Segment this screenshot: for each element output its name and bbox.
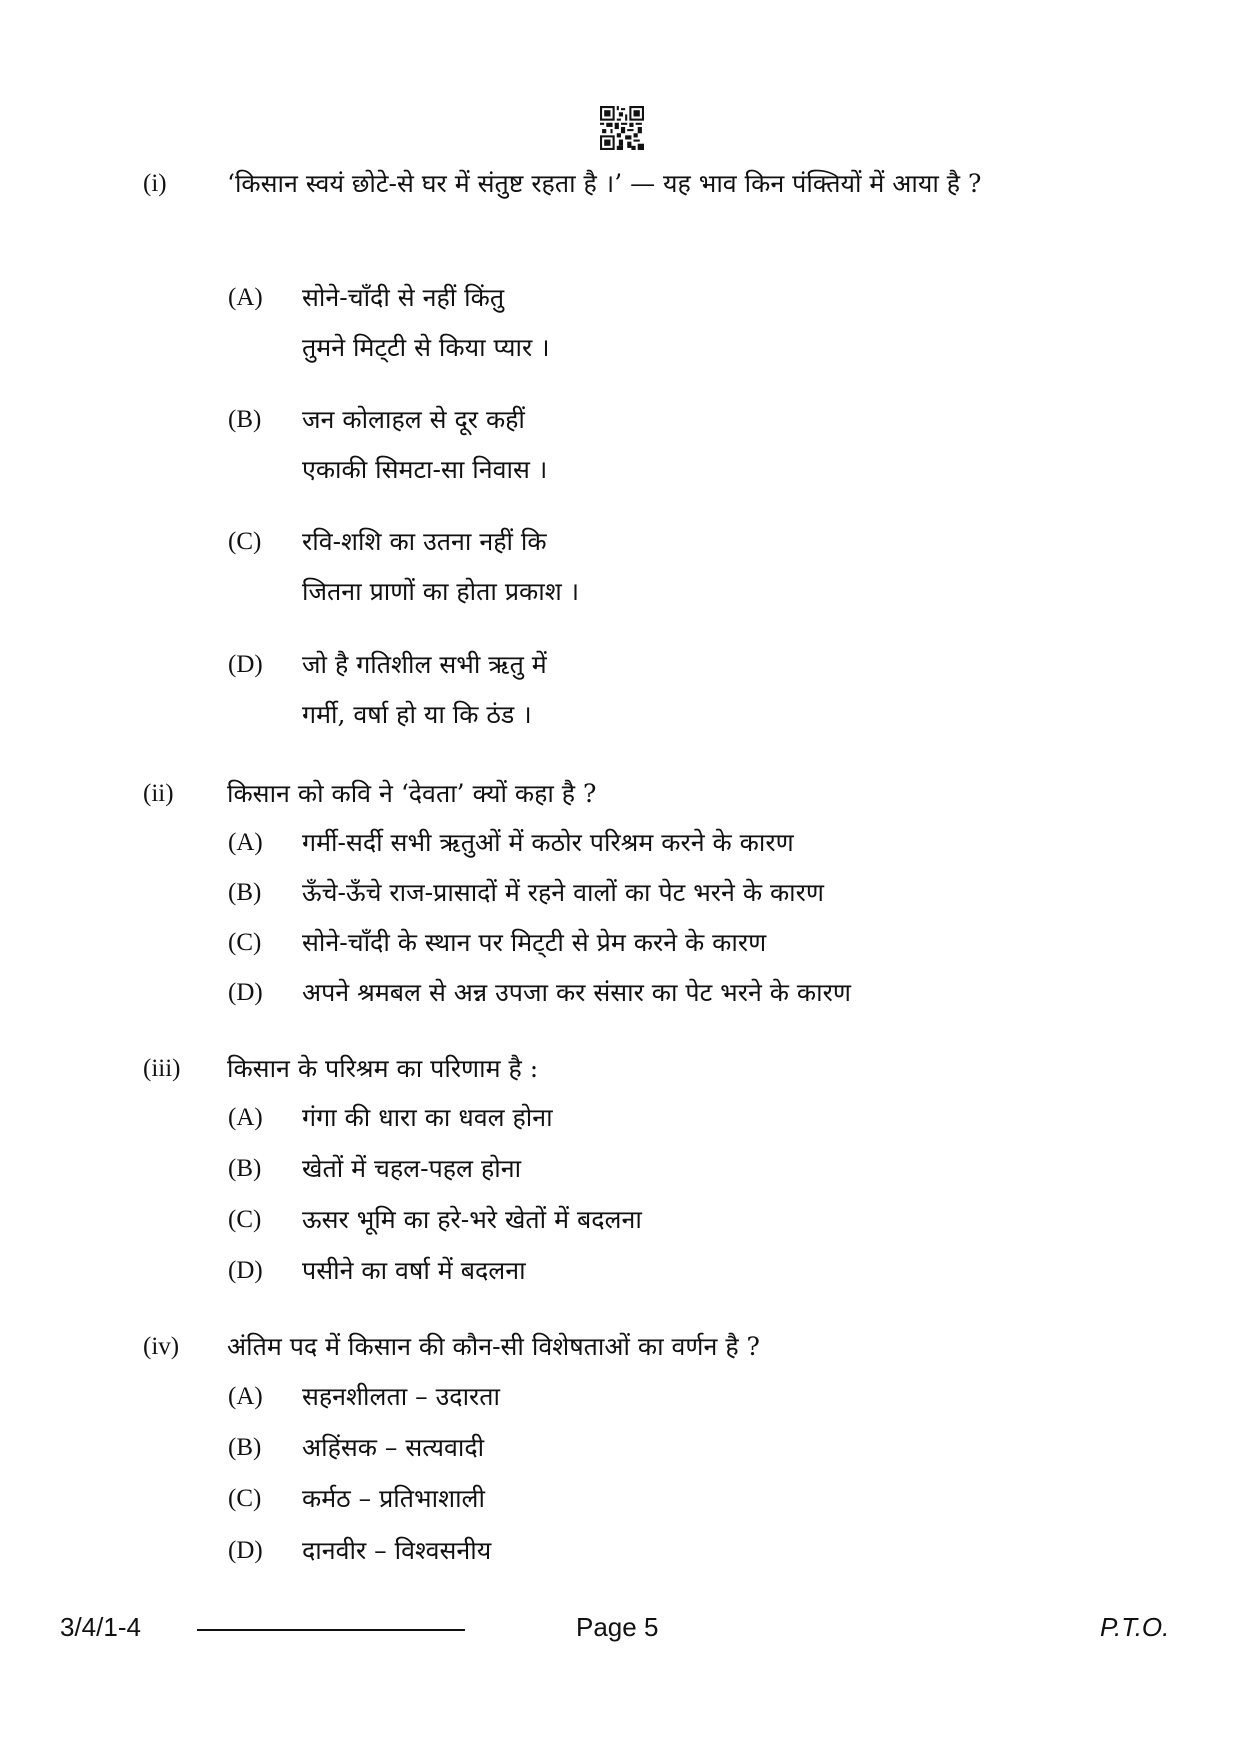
option-line-1: जन कोलाहल से दूर कहीं bbox=[302, 405, 525, 434]
question-number: (iii) bbox=[143, 1055, 181, 1082]
option-text: ऊँचे-ऊँचे राज-प्रासादों में रहने वालों का पेट भरने के कारण bbox=[302, 878, 824, 907]
option-label: (B) bbox=[228, 406, 262, 433]
option-label: (B) bbox=[228, 1155, 262, 1182]
question-text: ‘किसान स्वयं छोटे-से घर में संतुष्ट रहता है ।’ — यह भाव किन पंक्तियों में आया है ? bbox=[227, 169, 982, 198]
option-label: (D) bbox=[228, 1537, 263, 1564]
option-label: (D) bbox=[228, 1257, 263, 1284]
pto-label: P.T.O. bbox=[1100, 1612, 1170, 1642]
question-number: (i) bbox=[143, 170, 167, 197]
page-footer bbox=[0, 1612, 1241, 1652]
option-label: (A) bbox=[228, 1104, 263, 1131]
option-label: (C) bbox=[228, 1485, 262, 1512]
option-text: सहनशीलता – उदारता bbox=[302, 1382, 500, 1411]
option-label: (C) bbox=[228, 929, 262, 956]
option-line-1: सोने-चाँदी से नहीं किंतु bbox=[302, 283, 505, 312]
qr-code-icon bbox=[600, 106, 644, 150]
option-line-1: जो है गतिशील सभी ऋतु में bbox=[302, 650, 547, 679]
paper-code: 3/4/1-4 bbox=[60, 1612, 141, 1642]
option-text: अपने श्रमबल से अन्न उपजा कर संसार का पेट भरने के कारण bbox=[302, 978, 851, 1007]
option-text: गर्मी-सर्दी सभी ऋतुओं में कठोर परिश्रम करने के कारण bbox=[302, 828, 794, 857]
page-number: Page 5 bbox=[576, 1612, 659, 1642]
option-line-1: रवि-शशि का उतना नहीं कि bbox=[302, 527, 547, 556]
option-text: दानवीर – विश्वसनीय bbox=[302, 1536, 492, 1565]
option-label: (B) bbox=[228, 1434, 262, 1461]
option-label: (D) bbox=[228, 979, 263, 1006]
option-label: (A) bbox=[228, 284, 263, 311]
option-line-2: एकाकी सिमटा-सा निवास । bbox=[302, 455, 548, 484]
option-label: (A) bbox=[228, 829, 263, 856]
question-text: किसान को कवि ने ‘देवता’ क्यों कहा है ? bbox=[227, 779, 597, 808]
question-text: किसान के परिश्रम का परिणाम है : bbox=[227, 1054, 539, 1083]
option-line-2: तुमने मिट्‌टी से किया प्यार । bbox=[302, 333, 550, 362]
option-label: (D) bbox=[228, 651, 263, 678]
option-text: पसीने का वर्षा में बदलना bbox=[302, 1256, 526, 1285]
option-label: (C) bbox=[228, 1206, 262, 1233]
option-line-2: गर्मी, वर्षा हो या कि ठंड । bbox=[302, 700, 532, 729]
option-label: (C) bbox=[228, 528, 262, 555]
option-label: (A) bbox=[228, 1383, 263, 1410]
footer-rule bbox=[197, 1629, 465, 1631]
option-text: अहिंसक – सत्यवादी bbox=[302, 1433, 485, 1462]
option-text: कर्मठ – प्रतिभाशाली bbox=[302, 1484, 485, 1513]
option-text: सोने-चाँदी के स्थान पर मिट्‌टी से प्रेम करने के कारण bbox=[302, 928, 767, 957]
question-number: (ii) bbox=[143, 780, 174, 807]
option-line-2: जितना प्राणों का होता प्रकाश । bbox=[302, 577, 580, 606]
option-text: खेतों में चहल-पहल होना bbox=[302, 1154, 522, 1183]
option-text: गंगा की धारा का धवल होना bbox=[302, 1103, 553, 1132]
question-text: अंतिम पद में किसान की कौन-सी विशेषताओं का वर्णन है ? bbox=[227, 1332, 760, 1361]
option-text: ऊसर भूमि का हरे-भरे खेतों में बदलना bbox=[302, 1205, 642, 1234]
question-number: (iv) bbox=[143, 1333, 180, 1360]
option-label: (B) bbox=[228, 879, 262, 906]
